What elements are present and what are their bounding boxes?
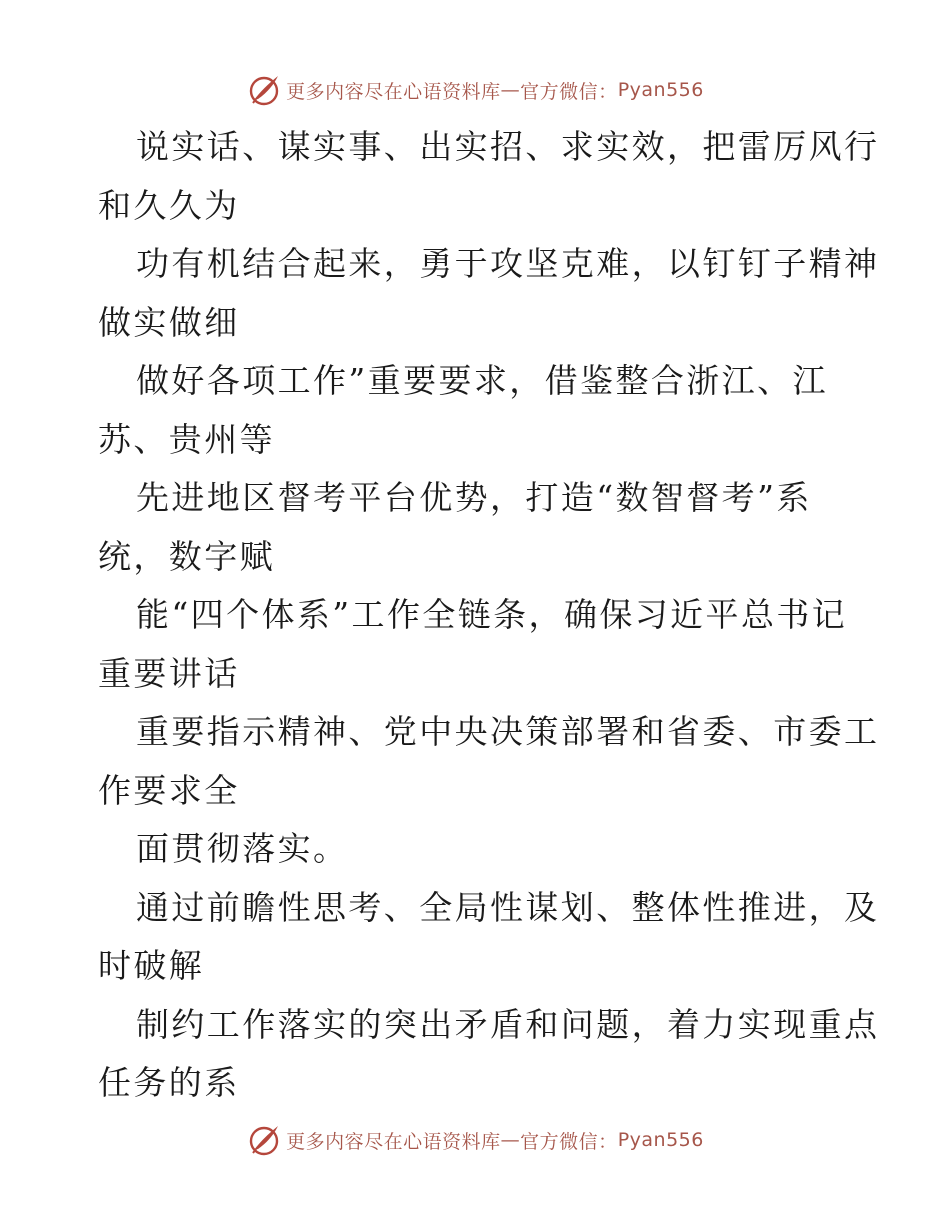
watermark-separator: — [500, 1129, 521, 1151]
body-line: 做好各项工作”重要要求，借鉴整合浙江、江 [136, 361, 828, 400]
body-line: 重要讲话 [98, 653, 240, 693]
body-line: 通过前瞻性思考、全局性谋划、整体性推进，及 [136, 887, 880, 927]
document-body [98, 118, 880, 1113]
body-line: 和久久为 [98, 185, 240, 225]
watermark-separator: — [500, 79, 521, 101]
watermark-wechat-id: Pyan556 [617, 79, 704, 101]
feather-pen-logo-icon [246, 1122, 282, 1158]
body-line: 苏、贵州等 [98, 419, 275, 459]
body-line: 功有机结合起来，勇于攻坚克难，以钉钉子精神 [136, 244, 880, 283]
watermark-wechat-label: 官方微信： [520, 80, 618, 103]
watermark-text: 更多内容尽在心语资料库 [286, 80, 501, 103]
watermark-text: 更多内容尽在心语资料库 [286, 1130, 501, 1153]
body-line: 面贯彻落实。 [136, 829, 349, 868]
body-line: 重要指示精神、党中央决策部署和省委、市委工 [136, 712, 880, 751]
body-line: 时破解 [98, 946, 205, 985]
body-line: 统，数字赋 [98, 536, 275, 576]
body-line: 做实做细 [98, 302, 240, 342]
watermark-wechat-id: Pyan556 [617, 1129, 704, 1151]
header-watermark [0, 70, 950, 110]
body-line: 制约工作落实的突出矛盾和问题，着力实现重点 [136, 1004, 880, 1044]
watermark-wechat-label: 官方微信： [520, 1130, 618, 1153]
feather-pen-logo-icon [246, 72, 282, 108]
body-line: 先进地区督考平台优势，打造“数智督考”系 [136, 478, 812, 517]
body-line: 能“四个体系”工作全链条，确保习近平总书记 [136, 595, 848, 634]
body-line: 任务的系 [98, 1063, 240, 1102]
body-line: 说实话、谋实事、出实招、求实效，把雷厉风行 [136, 127, 880, 166]
footer-watermark [0, 1120, 950, 1160]
body-line: 作要求全 [98, 770, 240, 810]
